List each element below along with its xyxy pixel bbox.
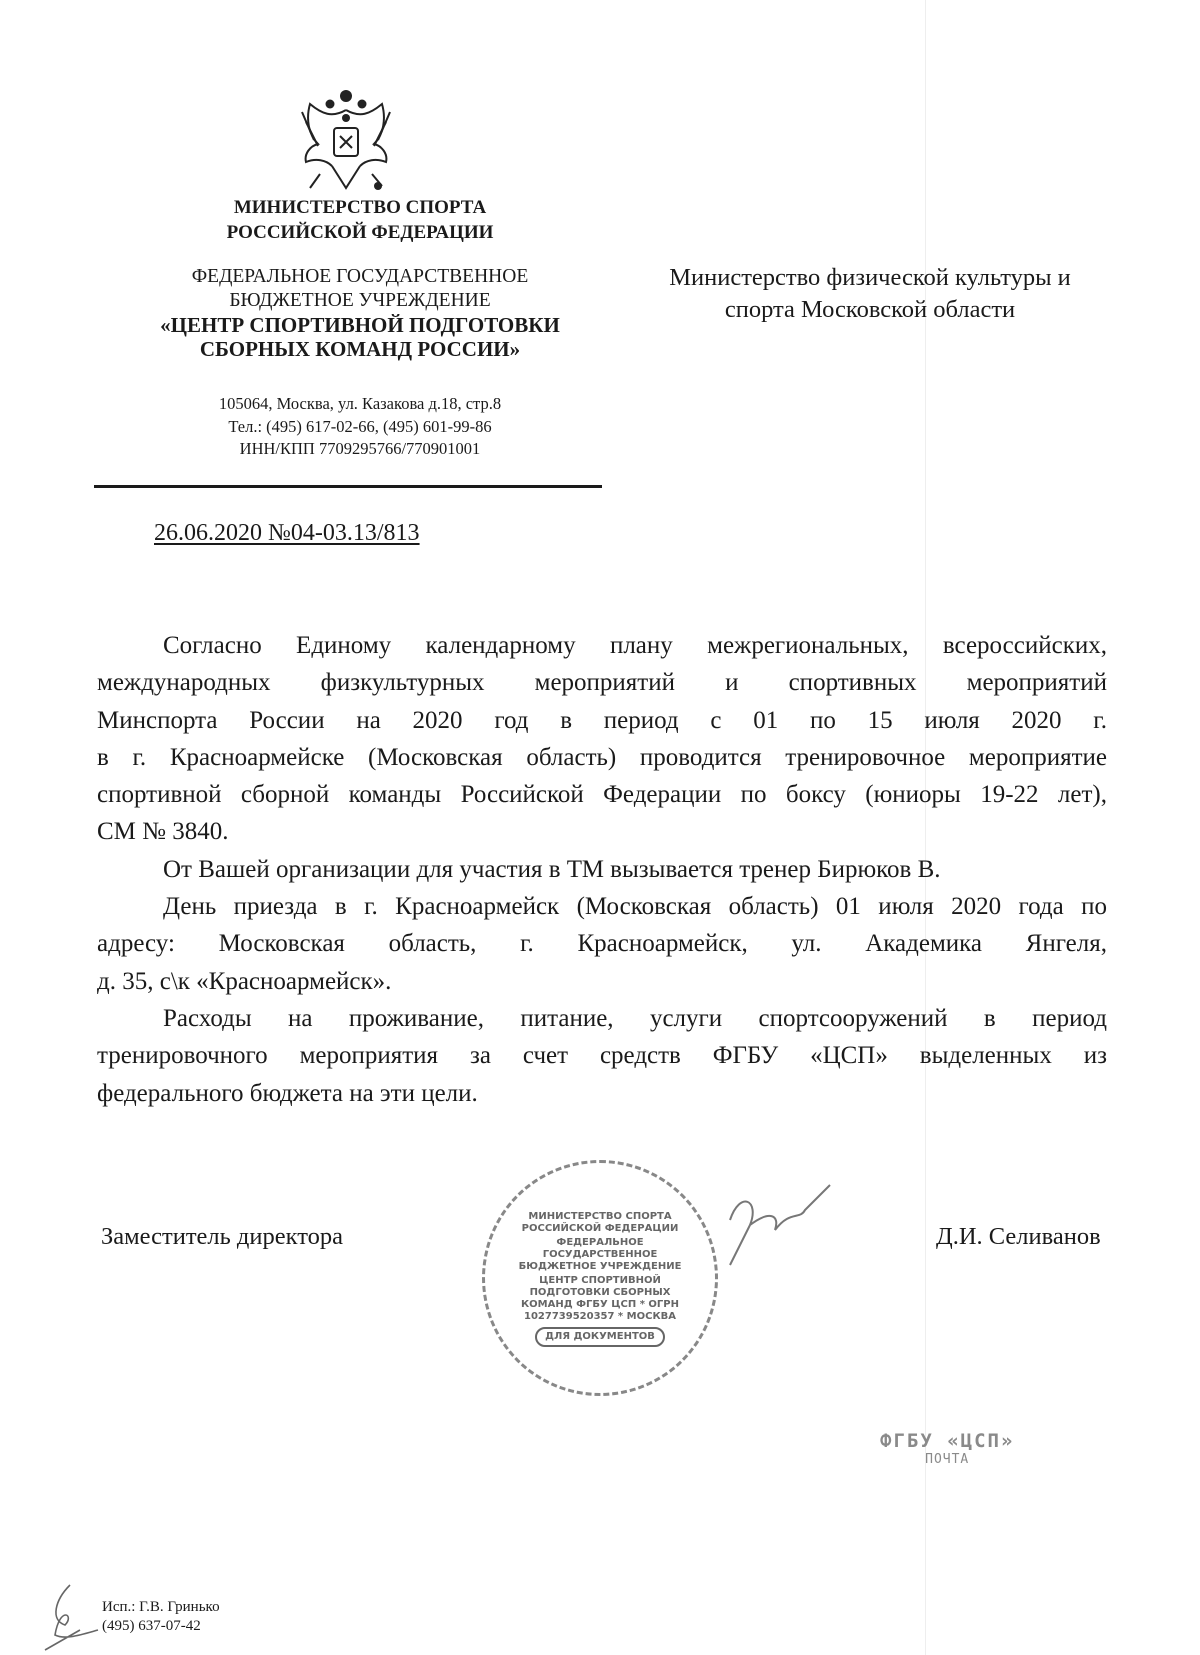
body-line: д. 35, с\к «Красноармейск».: [97, 967, 392, 995]
addressee-line-2: спорта Московской области: [724, 296, 1016, 323]
executor-name: Исп.: Г.В. Гринько: [102, 1599, 220, 1615]
official-round-seal: [482, 1160, 718, 1396]
letter-body: [97, 627, 1107, 1112]
address: 105064, Москва, ул. Казакова д.18, стр.8: [218, 394, 502, 413]
contact-block: [120, 393, 600, 461]
body-line: адресу: Московская область, г. Красноармейск, ул. Академика Янгеля,: [97, 930, 1107, 958]
seal-outer-text: МИНИСТЕРСТВО СПОРТА РОССИЙСКОЙ ФЕДЕРАЦИИ: [521, 1210, 679, 1234]
body-line: федерального бюджета на эти цели.: [97, 1079, 478, 1107]
body-line: Расходы на проживание, питание, услуги спортсооружений в период: [163, 1004, 1107, 1032]
coat-of-arms-emblem: [292, 88, 400, 196]
seal-inner-text: ЦЕНТР СПОРТИВНОЙ ПОДГОТОВКИ СБОРНЫХ КОМАНД ФГБУ ЦСП * ОГРН 1027739520357 * МОСКВА: [521, 1274, 679, 1322]
ministry-name: [120, 195, 600, 245]
inn-kpp: ИНН/КПП 7709295766/770901001: [239, 439, 481, 458]
phones: Тел.: (495) 617-02-66, (495) 601-99-86: [228, 416, 492, 436]
institution-name-line-2: СБОРНЫХ КОМАНД РОССИИ»: [199, 337, 521, 361]
institution-name-line-1: «ЦЕНТР СПОРТИВНОЙ ПОДГОТОВКИ: [160, 313, 560, 337]
body-line: тренировочного мероприятия за счет средств ФГБУ «ЦСП» выделенных из: [97, 1042, 1107, 1070]
mail-stamp: [880, 1430, 1014, 1467]
signatory-name: Д.И. Селиванов: [936, 1223, 1101, 1250]
institution-type-line-2: БЮДЖЕТНОЕ УЧРЕЖДЕНИЕ: [229, 290, 491, 311]
ministry-line-2: РОССИЙСКОЙ ФЕДЕРАЦИИ: [226, 222, 494, 243]
seal-center-text: ДЛЯ ДОКУМЕНТОВ: [535, 1327, 665, 1347]
handwritten-signature: [720, 1180, 840, 1270]
body-line: СМ № 3840.: [97, 818, 229, 846]
seal-middle-text: ФЕДЕРАЛЬНОЕ ГОСУДАРСТВЕННОЕ БЮДЖЕТНОЕ УЧРЕЖДЕНИЕ: [518, 1236, 682, 1272]
body-line: международных физкультурных мероприятий и спортивных мероприятий: [97, 669, 1107, 697]
header-divider: [94, 485, 602, 488]
body-line: От Вашей организации для участия в ТМ вызывается тренер Бирюков В.: [163, 855, 941, 883]
reference-number: 26.06.2020 №04-03.13/813: [154, 520, 420, 546]
addressee-line-1: Министерство физической культуры и: [669, 264, 1071, 291]
institution-type-line-1: ФЕДЕРАЛЬНОЕ ГОСУДАРСТВЕННОЕ: [191, 266, 529, 287]
signatory-position: Заместитель директора: [101, 1223, 343, 1250]
institution-block: [120, 265, 600, 361]
executor-phone: (495) 637-07-42: [102, 1618, 201, 1634]
body-line: День приезда в г. Красноармейск (Московская область) 01 июля 2020 года по: [163, 893, 1107, 921]
body-line: спортивной сборной команды Российской Федерации по боксу (юниоры 19-22 лет),: [97, 781, 1107, 809]
body-line: Согласно Единому календарному плану межрегиональных, всероссийских,: [163, 632, 1107, 659]
executor-info: [102, 1598, 220, 1636]
addressee: [630, 262, 1110, 326]
body-line: в г. Красноармейске (Московская область) проводится тренировочное мероприятие: [97, 743, 1107, 771]
body-line: Минспорта России на 2020 год в период с 01 по 15 июля 2020 г.: [97, 706, 1107, 734]
ministry-line-1: МИНИСТЕРСТВО СПОРТА: [233, 197, 487, 218]
mail-stamp-label: ПОЧТА: [925, 1452, 970, 1467]
executor-initials-signature: [40, 1580, 100, 1655]
mail-stamp-org: ФГБУ «ЦСП»: [880, 1430, 1015, 1452]
